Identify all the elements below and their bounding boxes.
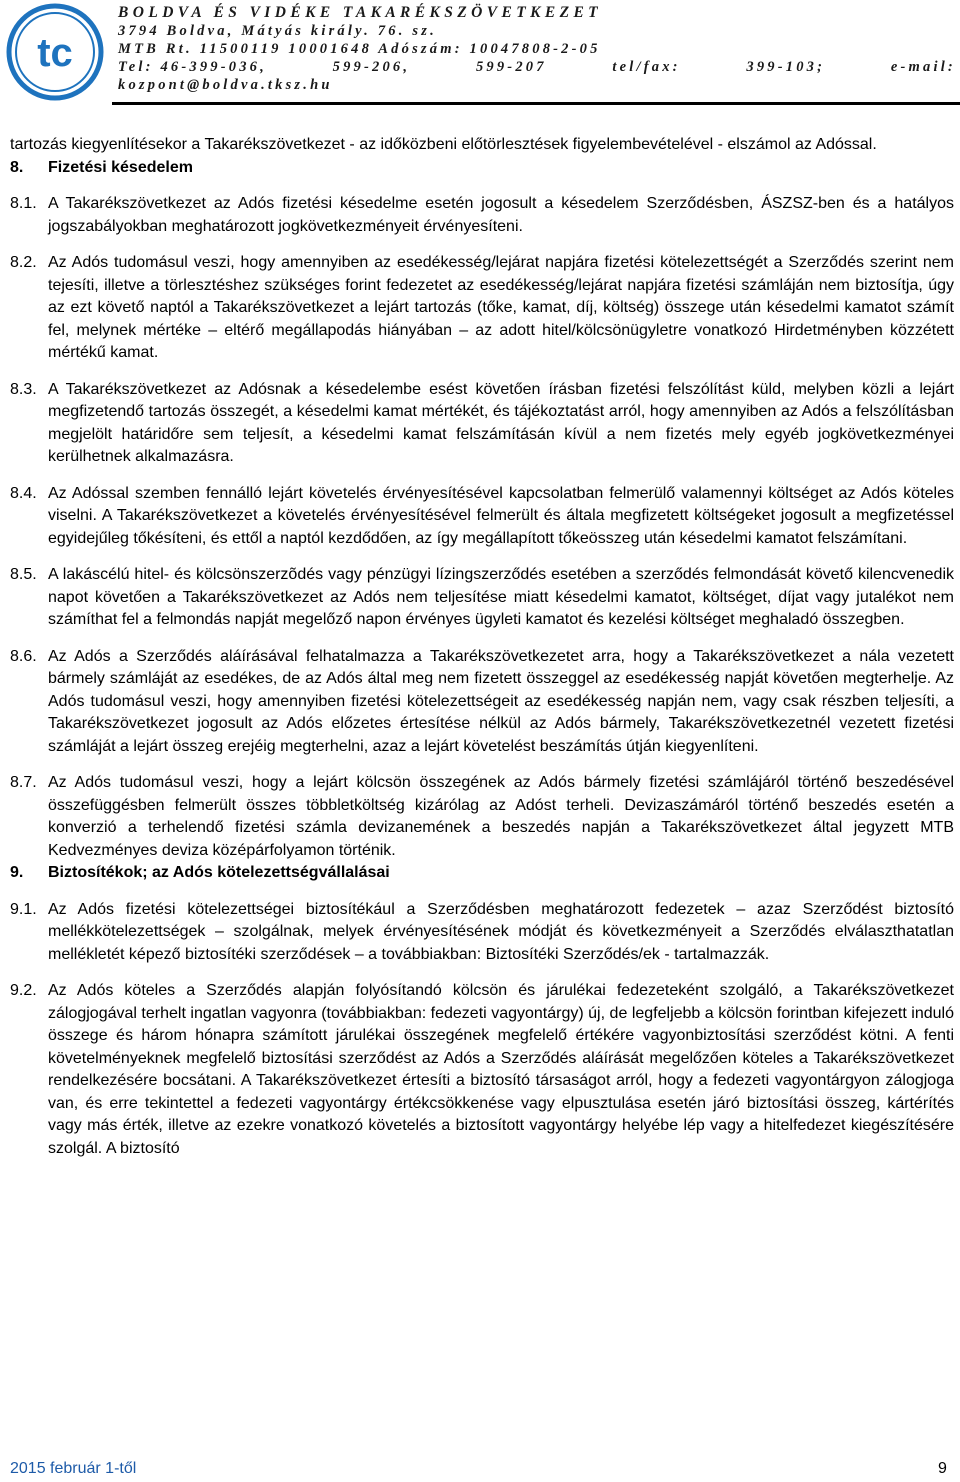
paragraph-text: Az Adóssal szemben fennálló lejárt követelés érvényesítésével kapcsolatban felmerülő valamennyi költséget az Adós köteles viselni. A Takarékszövetkezet a követelés érvényesítésével felmerült és általa megfizetett költségeket jogosult a megfizetéssel egyidejűleg tőkésíteni, és ettől a naptól kezdődően, az így megállapított tőkeösszeg után késedelmi kamatot felszámítani.	[48, 484, 954, 547]
contact-part: 599-206,	[332, 59, 411, 75]
paragraph-8-6	[10, 646, 954, 759]
section-title: Biztosítékok; az Adós kötelezettségvállalásai	[48, 864, 390, 881]
header-divider	[112, 102, 960, 105]
org-address: 3794 Boldva, Mátyás király. 76. sz.	[118, 23, 437, 39]
page-number: 9	[938, 1460, 947, 1477]
paragraph-text: A lakáscélú hitel- és kölcsönszerzõdés vagy pénzügyi lízingszerződés esetében a szerződés felmondását követő kilencvenedik napot követően a Takarékszövetkezet az Adós nem teljesítése miatt késedelmi kamatot, költséget, díjat vagy jutalékot nem számíthat fel a felmondás napját megelőző napon érvényes ügyleti kamatot és kezelési költséget meghaladó összegben.	[48, 566, 954, 628]
section-8-heading	[10, 157, 954, 180]
org-name: BOLDVA ÉS VIDÉKE TAKARÉKSZÖVETKEZET	[118, 4, 603, 21]
paragraph-number: 8.6.	[10, 647, 37, 665]
paragraph-number: 8.3.	[10, 380, 37, 398]
paragraph-8-4	[10, 483, 954, 551]
letterhead-text	[118, 4, 956, 94]
paragraph-text: Az Adós fizetési kötelezettségei biztosítékául a Szerződésben meghatározott fedezetek – azaz Szerződést biztosító mellékkötelezettségek – szolgálnak, melyek érvényesítésének módját és következményeit a Szerződés elválaszthatatlan mellékletét képező biztosítéki szerződések – a továbbiakban: Biztosítéki Szerződés/ek - tartalmazzák.	[48, 900, 954, 963]
logo-lettering: tc	[37, 31, 73, 75]
footer-date: 2015 február 1-től	[10, 1460, 137, 1477]
paragraph-number: 8.5.	[10, 566, 37, 583]
paragraph-number: 9.2.	[10, 982, 37, 999]
paragraph-9-1	[10, 899, 954, 967]
contact-part: tel/fax:	[612, 59, 681, 75]
paragraph-8-7	[10, 772, 954, 862]
document-body	[10, 134, 954, 1160]
contact-part: Tel: 46-399-036,	[118, 59, 267, 75]
paragraph-8-2	[10, 252, 954, 365]
contact-part: 399-103;	[746, 59, 826, 75]
contact-part: 599-207	[475, 59, 547, 75]
paragraph-number: 8.7.	[10, 774, 37, 791]
paragraph-text: Az Adós tudomásul veszi, hogy amennyiben az esedékesség/lejárat napjára fizetési kötelezettségét a Szerződés szerint nem tejesíti, illetve a törlesztéshez szükséges forint fedezetet az esedékesség/lejárat napjára fizetési számláján nem biztosítja, úgy az ezt követő naptól a Takarékszövetkezet a lejárt tartozás (tőke, kamat, díj, költség) összege után késedelmi kamatot számít fel, melynek mértéke – eltérő megállapodás hiányában – az adott hitel/kölcsönügyletre vonatkozó Hirdetményben közzétett mértékű kamat.	[48, 254, 954, 361]
paragraph-9-2	[10, 980, 954, 1160]
organization-logo	[4, 2, 106, 102]
paragraph-number: 8.1.	[10, 195, 37, 212]
paragraph-text: A Takarékszövetkezet az Adósnak a késedelembe esést követően írásban fizetési felszólítást küld, melyben közli a lejárt megfizetendő tartozás összegét, a késedelmi kamat mértékét, és tájékoztatást arról, hogy amennyiben az Adós a felszólításban megjelölt határidőre sem teljesít, a késedelmi kamat felszámításán kívül a nem fizetés mely egyéb jogkövetkezményei kerülhetnek alkalmazásra.	[48, 380, 954, 465]
intro-paragraph: tartozás kiegyenlítésekor a Takarékszövetkezet - az időközbeni előtörlesztések figyelembevételével - elszámol az Adóssal.	[10, 136, 877, 153]
paragraph-text: Az Adós köteles a Szerződés alapján folyósítandó kölcsön és járulékai fedezeteként szolgáló, a Takarékszövetkezet zálogjogával terhelt ingatlan vagyonra (továbbiakban: fedezeti vagyontárgy) új, de legfeljebb a kölcsön forintban kifejezett induló összege és három hónapra számított járulékai összegének megfelelő értékére vagyonbiztosítási szerződést kötni. A fenti követelményeknek megfelelő biztosítási szerződést az Adós a Szerződés aláírását megelőzően köteles a Takarékszövetkezet rendelkezésére bocsátani. A Takarékszövetkezet értesíti a biztosító társaságot arról, hogy a fedezeti vagyontárgyon zálogjoga van, és erre tekintettel a fedezeti vagyontárgy értékcsökkenése vagy elpusztulása esetén járó biztosítási összeg, kártérítés vagy más érték, illetve az ezekre vonatkozó követelés a biztosított vagyontárgy helyébe lép vagy a hitelfedezet kiegészítésére szolgál. A biztosító	[48, 982, 954, 1157]
section-9-heading	[10, 862, 954, 885]
section-title: Fizetési késedelem	[48, 158, 193, 176]
paragraph-number: 8.2.	[10, 254, 37, 271]
section-number: 9.	[10, 864, 24, 881]
letterhead	[0, 0, 960, 104]
paragraph-number: 9.1.	[10, 900, 37, 918]
paragraph-8-3	[10, 379, 954, 469]
bank-info: MTB Rt. 11500119 10001648 Adószám: 10047808-2-05	[118, 41, 601, 57]
paragraph-8-5	[10, 564, 954, 632]
paragraph-text: A Takarékszövetkezet az Adós fizetési késedelme esetén jogosult a késedelem Szerződésben, ÁSZSZ-ben és a hatályos jogszabályokban meghatározott jogkövetkezményeit érvényesíteni.	[48, 195, 954, 235]
paragraph-text: Az Adós a Szerződés aláírásával felhatalmazza a Takarékszövetkezetet arra, hogy a Takarékszövetkezet a nála vezetett bármely számláját az esedékes, de az Adós által meg nem fizetett összeggel az esedékesség napját követően megterhelje. Az Adós tudomásul veszi, hogy amennyiben fizetési kötelezettségeit az esedékesség napján nem, vagy csak részben teljesíti, a Takarékszövetkezet jogosult az Adós előzetes értesítése nélkül az Adós bármely, Takarékszövetkezetnél vezetett fizetési számláját a lejárt összeg erejéig megterhelni, azaz a lejárt követelést beszámítás útján kiegyenlíteni.	[48, 647, 954, 755]
paragraph-text: Az Adós tudomásul veszi, hogy a lejárt kölcsön összegének az Adós bármely fizetési számlájáról történő beszedésével összefüggésben felmerült összes többletköltség kizárólag az Adóst terheli. Devizaszámáról történő beszedés esetén a konverzió a terhelendő fizetési számla devizanemének a beszedés napján a Takarékszövetkezet által jegyzett MTB Kedvezményes deviza középárfolyamon történik.	[48, 774, 954, 859]
contact-part: e-mail:	[890, 59, 956, 75]
paragraph-8-1	[10, 193, 954, 238]
paragraph-number: 8.4.	[10, 484, 37, 502]
email-address[interactable]: kozpont@boldva.tksz.hu	[118, 77, 333, 93]
section-number: 8.	[10, 158, 24, 176]
contact-line	[118, 58, 956, 76]
